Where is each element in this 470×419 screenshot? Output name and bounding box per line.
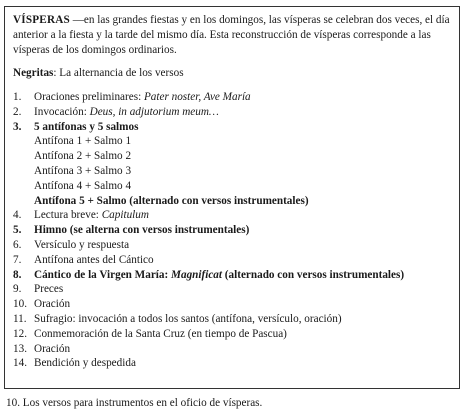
list-item-11 — [13, 312, 451, 327]
legend-line — [13, 66, 451, 81]
sub-item-5: Antífona 5 + Salmo (alternado con versos instrumentales) — [34, 194, 309, 207]
list-item-text: Sufragio: invocación a todos los santos (antífona, versículo, oración) — [34, 312, 342, 325]
list-item-number: 3. — [13, 120, 22, 133]
list-item-number: 7. — [13, 253, 22, 266]
list-item-text: Bendición y despedida — [34, 357, 136, 370]
list-item-7 — [13, 253, 451, 268]
list-item-text: Lectura breve: Capitulum — [34, 209, 149, 222]
list-item-number: 2. — [13, 105, 22, 118]
sub-item-1: Antífona 1 + Salmo 1 — [34, 135, 132, 148]
intro-text: —en las grandes fiestas y en los domingos, las vísperas se celebran dos veces, el día anterior a la fiesta y la tarde del mismo día. Esta reconstrucción de vísperas corresponde a las vísperas de los domingos ordinarios. — [13, 14, 450, 56]
vespers-order-list — [13, 90, 451, 371]
list-item-text: Preces — [34, 283, 64, 296]
list-item-number: 13. — [13, 342, 27, 355]
list-item-12 — [13, 327, 451, 342]
list-item-number: 12. — [13, 327, 27, 340]
sub-item-2: Antífona 2 + Salmo 2 — [34, 150, 132, 163]
list-item-number: 1. — [13, 91, 22, 103]
list-item-text: Cántico de la Virgen María: Magnificat (alternado con versos instrumentales) — [34, 268, 405, 281]
list-item-10 — [13, 297, 451, 312]
list-item-14 — [13, 356, 451, 371]
list-item-number: 4. — [13, 209, 22, 222]
list-item-2 — [13, 105, 451, 120]
list-item-number: 8. — [13, 268, 22, 281]
list-item-4 — [13, 208, 451, 223]
list-item-9 — [13, 282, 451, 297]
list-item-1 — [13, 90, 451, 105]
list-item-text: Conmemoración de la Santa Cruz (en tiempo de Pascua) — [34, 327, 287, 340]
list-item-number: 10. — [13, 298, 27, 311]
sub-item-4: Antífona 4 + Salmo 4 — [34, 179, 132, 192]
list-item-number: 11. — [13, 312, 27, 325]
sub-item-3: Antífona 3 + Salmo 3 — [34, 164, 132, 177]
list-item-6 — [13, 238, 451, 253]
list-item-3 — [13, 120, 451, 209]
list-item-number: 9. — [13, 283, 22, 296]
list-item-text: Oraciones preliminares: Pater noster, Ave María — [34, 91, 251, 103]
list-item-8 — [13, 268, 451, 283]
list-item-text: Oración — [34, 342, 71, 355]
list-item-text: Invocación: Deus, in adjutorium meum… — [34, 105, 219, 118]
list-item-text: Oración — [34, 298, 71, 311]
list-item-text: Versículo y respuesta — [34, 238, 130, 251]
list-item-number: 6. — [13, 238, 22, 251]
list-item-text: Himno (se alterna con versos instrumentales) — [34, 224, 250, 237]
list-item-number: 5. — [13, 224, 22, 237]
intro-lead: VÍSPERAS — [13, 14, 70, 26]
vespers-box — [4, 6, 460, 389]
list-item-text: 5 antífonas y 5 salmos — [34, 120, 139, 133]
legend-label: Negritas — [13, 67, 54, 79]
legend-text: : La alternancia de los versos — [53, 67, 184, 79]
figure-caption: 10. Los versos para instrumentos en el oficio de vísperas. — [6, 397, 263, 409]
list-item-text: Antífona antes del Cántico — [34, 253, 154, 266]
list-item-5 — [13, 223, 451, 238]
intro-paragraph — [13, 13, 451, 58]
list-item-13 — [13, 342, 451, 357]
list-item-number: 14. — [13, 357, 27, 370]
